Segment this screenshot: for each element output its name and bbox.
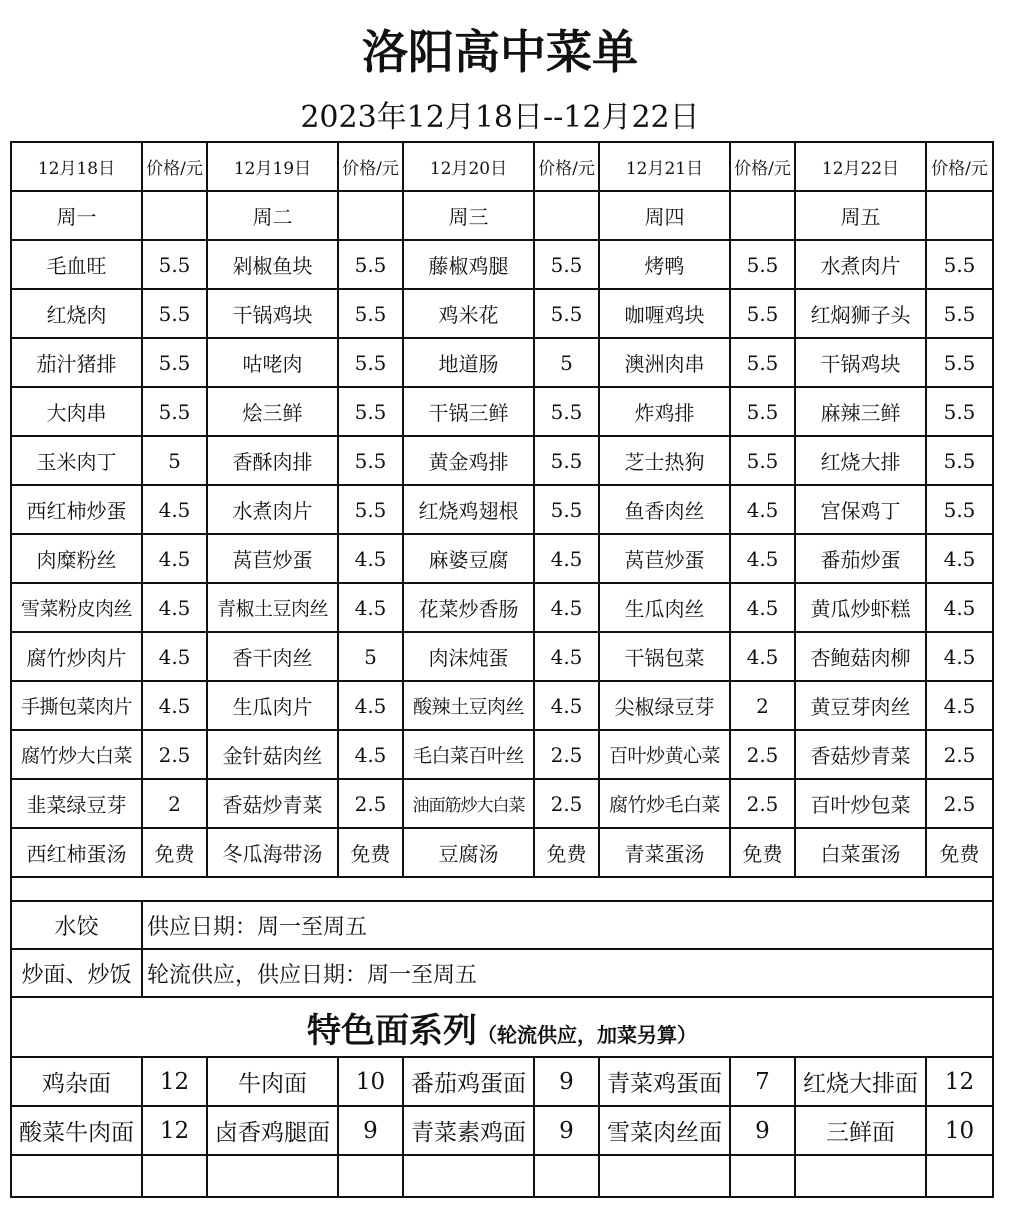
empty-cell bbox=[11, 1155, 142, 1197]
dish-price: 5 bbox=[142, 436, 207, 485]
dish-name: 生瓜肉丝 bbox=[599, 583, 730, 632]
dish-price: 4.5 bbox=[926, 632, 993, 681]
empty-cell bbox=[142, 191, 207, 240]
dish-row bbox=[11, 436, 993, 485]
dish-price: 5.5 bbox=[338, 338, 403, 387]
dish-name: 白菜蛋汤 bbox=[795, 828, 926, 877]
dish-name: 百叶炒黄心菜 bbox=[599, 730, 730, 779]
dish-price: 5.5 bbox=[338, 289, 403, 338]
dish-name: 百叶炒包菜 bbox=[795, 779, 926, 828]
dish-price: 2 bbox=[142, 779, 207, 828]
dish-price: 4.5 bbox=[926, 681, 993, 730]
dish-price: 2.5 bbox=[534, 730, 599, 779]
noodle-price: 12 bbox=[926, 1057, 993, 1106]
dish-row bbox=[11, 583, 993, 632]
dish-name: 黄豆芽肉丝 bbox=[795, 681, 926, 730]
dish-name: 炸鸡排 bbox=[599, 387, 730, 436]
dish-name: 尖椒绿豆芽 bbox=[599, 681, 730, 730]
dish-price: 4.5 bbox=[730, 583, 795, 632]
noodle-price: 12 bbox=[142, 1106, 207, 1155]
dish-price: 5.5 bbox=[534, 289, 599, 338]
empty-cell bbox=[142, 1155, 207, 1197]
dish-price: 5.5 bbox=[534, 485, 599, 534]
noodle-name: 番茄鸡蛋面 bbox=[403, 1057, 534, 1106]
noodle-price: 9 bbox=[338, 1106, 403, 1155]
noodle-price: 10 bbox=[926, 1106, 993, 1155]
dish-name: 青椒土豆肉丝 bbox=[207, 583, 338, 632]
dish-price: 4.5 bbox=[730, 534, 795, 583]
menu-body bbox=[11, 142, 993, 1197]
noodle-price: 9 bbox=[730, 1106, 795, 1155]
dish-name: 芝士热狗 bbox=[599, 436, 730, 485]
dish-price: 5.5 bbox=[338, 436, 403, 485]
empty-cell bbox=[403, 1155, 534, 1197]
dish-price: 2 bbox=[730, 681, 795, 730]
weekday-cell: 周一 bbox=[11, 191, 142, 240]
dish-name: 咕咾肉 bbox=[207, 338, 338, 387]
dish-price: 免费 bbox=[730, 828, 795, 877]
dish-name: 咖喱鸡块 bbox=[599, 289, 730, 338]
dish-name: 青菜蛋汤 bbox=[599, 828, 730, 877]
dish-name: 西红柿炒蛋 bbox=[11, 485, 142, 534]
dish-price: 免费 bbox=[142, 828, 207, 877]
dish-price: 5.5 bbox=[926, 485, 993, 534]
dish-name: 手撕包菜肉片 bbox=[11, 681, 142, 730]
dish-name: 干锅三鲜 bbox=[403, 387, 534, 436]
date-cell: 12月20日 bbox=[403, 142, 534, 191]
dish-name: 毛血旺 bbox=[11, 240, 142, 289]
noodle-price: 9 bbox=[534, 1057, 599, 1106]
noodle-name: 青菜素鸡面 bbox=[403, 1106, 534, 1155]
noodle-name: 雪菜肉丝面 bbox=[599, 1106, 730, 1155]
dish-price: 4.5 bbox=[142, 583, 207, 632]
dish-price: 5.5 bbox=[338, 240, 403, 289]
empty-cell bbox=[534, 191, 599, 240]
empty-cell bbox=[338, 191, 403, 240]
dish-row bbox=[11, 779, 993, 828]
date-range: 2023年12月18日--12月22日 bbox=[300, 100, 700, 135]
dish-name: 韭菜绿豆芽 bbox=[11, 779, 142, 828]
dish-price: 5.5 bbox=[534, 436, 599, 485]
noodle-price: 7 bbox=[730, 1057, 795, 1106]
date-header-row bbox=[11, 142, 993, 191]
note-row bbox=[11, 901, 993, 949]
dish-name: 黄瓜炒虾糕 bbox=[795, 583, 926, 632]
empty-cell bbox=[730, 1155, 795, 1197]
dish-price: 5.5 bbox=[534, 240, 599, 289]
dish-name: 雪菜粉皮肉丝 bbox=[11, 583, 142, 632]
menu-table bbox=[10, 141, 994, 1198]
dish-name: 玉米肉丁 bbox=[11, 436, 142, 485]
dish-name: 油面筋炒大白菜 bbox=[403, 779, 534, 828]
dish-price: 4.5 bbox=[338, 730, 403, 779]
dish-row bbox=[11, 632, 993, 681]
dish-price: 4.5 bbox=[534, 632, 599, 681]
weekday-cell: 周二 bbox=[207, 191, 338, 240]
dish-name: 麻辣三鲜 bbox=[795, 387, 926, 436]
weekday-row bbox=[11, 191, 993, 240]
dish-name: 杏鲍菇肉柳 bbox=[795, 632, 926, 681]
dish-price: 免费 bbox=[926, 828, 993, 877]
dish-row bbox=[11, 338, 993, 387]
dish-price: 5.5 bbox=[338, 485, 403, 534]
date-cell: 12月19日 bbox=[207, 142, 338, 191]
dish-price: 4.5 bbox=[142, 632, 207, 681]
dish-price: 2.5 bbox=[534, 779, 599, 828]
dish-price: 5.5 bbox=[534, 387, 599, 436]
dish-name: 生瓜肉片 bbox=[207, 681, 338, 730]
dish-price: 4.5 bbox=[730, 632, 795, 681]
dish-price: 5.5 bbox=[142, 289, 207, 338]
price-header: 价格/元 bbox=[730, 142, 795, 191]
weekday-cell: 周五 bbox=[795, 191, 926, 240]
dish-name: 金针菇肉丝 bbox=[207, 730, 338, 779]
dish-name: 腐竹炒毛白菜 bbox=[599, 779, 730, 828]
dish-price: 4.5 bbox=[338, 681, 403, 730]
price-header: 价格/元 bbox=[338, 142, 403, 191]
spacer-row bbox=[11, 877, 993, 901]
dish-name: 烩三鲜 bbox=[207, 387, 338, 436]
dish-name: 莴苣炒蛋 bbox=[599, 534, 730, 583]
empty-cell bbox=[207, 1155, 338, 1197]
dish-name: 花菜炒香肠 bbox=[403, 583, 534, 632]
dish-price: 5.5 bbox=[730, 289, 795, 338]
empty-cell bbox=[534, 1155, 599, 1197]
dish-name: 烤鸭 bbox=[599, 240, 730, 289]
dish-name: 红烧肉 bbox=[11, 289, 142, 338]
noodle-name: 牛肉面 bbox=[207, 1057, 338, 1106]
dish-row bbox=[11, 730, 993, 779]
dish-name: 干锅鸡块 bbox=[207, 289, 338, 338]
special-header-row bbox=[11, 997, 993, 1057]
dish-name: 茄汁猪排 bbox=[11, 338, 142, 387]
dish-price: 5.5 bbox=[338, 387, 403, 436]
dish-price: 免费 bbox=[534, 828, 599, 877]
date-cell: 12月21日 bbox=[599, 142, 730, 191]
dish-row bbox=[11, 828, 993, 877]
dish-name: 剁椒鱼块 bbox=[207, 240, 338, 289]
dish-name: 鸡米花 bbox=[403, 289, 534, 338]
noodle-name: 红烧大排面 bbox=[795, 1057, 926, 1106]
dish-name: 香酥肉排 bbox=[207, 436, 338, 485]
dish-row bbox=[11, 289, 993, 338]
dish-price: 2.5 bbox=[926, 779, 993, 828]
empty-cell bbox=[11, 877, 993, 901]
dish-price: 5.5 bbox=[730, 436, 795, 485]
noodle-price: 9 bbox=[534, 1106, 599, 1155]
page-title: 洛阳高中菜单 bbox=[362, 25, 638, 79]
dish-name: 麻婆豆腐 bbox=[403, 534, 534, 583]
dish-name: 红烧大排 bbox=[795, 436, 926, 485]
dish-name: 番茄炒蛋 bbox=[795, 534, 926, 583]
dish-price: 4.5 bbox=[338, 534, 403, 583]
dish-name: 黄金鸡排 bbox=[403, 436, 534, 485]
noodle-name: 青菜鸡蛋面 bbox=[599, 1057, 730, 1106]
dish-row bbox=[11, 387, 993, 436]
noodle-name: 三鲜面 bbox=[795, 1106, 926, 1155]
dish-price: 5.5 bbox=[142, 338, 207, 387]
note-text: 轮流供应，供应日期：周一至周五 bbox=[142, 949, 993, 997]
dish-name: 肉沫炖蛋 bbox=[403, 632, 534, 681]
dish-price: 4.5 bbox=[338, 583, 403, 632]
dish-name: 水煮肉片 bbox=[795, 240, 926, 289]
noodle-name: 卤香鸡腿面 bbox=[207, 1106, 338, 1155]
empty-cell bbox=[795, 1155, 926, 1197]
dish-name: 腐竹炒大白菜 bbox=[11, 730, 142, 779]
dish-price: 5.5 bbox=[926, 436, 993, 485]
dish-price: 4.5 bbox=[534, 681, 599, 730]
dish-name: 豆腐汤 bbox=[403, 828, 534, 877]
noodle-name: 酸菜牛肉面 bbox=[11, 1106, 142, 1155]
dish-price: 4.5 bbox=[534, 534, 599, 583]
dish-name: 毛白菜百叶丝 bbox=[403, 730, 534, 779]
dish-price: 4.5 bbox=[142, 485, 207, 534]
dish-price: 4.5 bbox=[926, 534, 993, 583]
noodle-name: 鸡杂面 bbox=[11, 1057, 142, 1106]
dish-price: 5.5 bbox=[730, 387, 795, 436]
dish-price: 5.5 bbox=[142, 387, 207, 436]
dish-name: 肉糜粉丝 bbox=[11, 534, 142, 583]
empty-cell bbox=[730, 191, 795, 240]
weekday-cell: 周四 bbox=[599, 191, 730, 240]
dish-price: 4.5 bbox=[926, 583, 993, 632]
dish-name: 水煮肉片 bbox=[207, 485, 338, 534]
noodle-row bbox=[11, 1057, 993, 1106]
dish-row bbox=[11, 485, 993, 534]
dish-price: 2.5 bbox=[730, 730, 795, 779]
dish-name: 鱼香肉丝 bbox=[599, 485, 730, 534]
noodle-row bbox=[11, 1106, 993, 1155]
dish-name: 藤椒鸡腿 bbox=[403, 240, 534, 289]
dish-row bbox=[11, 681, 993, 730]
price-header: 价格/元 bbox=[926, 142, 993, 191]
dish-price: 4.5 bbox=[730, 485, 795, 534]
dish-price: 5 bbox=[534, 338, 599, 387]
dish-name: 酸辣土豆肉丝 bbox=[403, 681, 534, 730]
dish-name: 干锅鸡块 bbox=[795, 338, 926, 387]
dish-price: 2.5 bbox=[142, 730, 207, 779]
dish-name: 香干肉丝 bbox=[207, 632, 338, 681]
dish-name: 香菇炒青菜 bbox=[207, 779, 338, 828]
dish-price: 免费 bbox=[338, 828, 403, 877]
dish-price: 2.5 bbox=[338, 779, 403, 828]
dish-price: 5.5 bbox=[730, 338, 795, 387]
special-header bbox=[11, 997, 993, 1057]
dish-name: 腐竹炒肉片 bbox=[11, 632, 142, 681]
special-title: 特色面系列 bbox=[307, 1010, 477, 1051]
dish-name: 莴苣炒蛋 bbox=[207, 534, 338, 583]
price-header: 价格/元 bbox=[534, 142, 599, 191]
dish-name: 西红柿蛋汤 bbox=[11, 828, 142, 877]
empty-cell bbox=[599, 1155, 730, 1197]
dish-name: 澳洲肉串 bbox=[599, 338, 730, 387]
dish-price: 4.5 bbox=[142, 534, 207, 583]
dish-price: 4.5 bbox=[534, 583, 599, 632]
dish-price: 2.5 bbox=[926, 730, 993, 779]
dish-name: 冬瓜海带汤 bbox=[207, 828, 338, 877]
note-label: 水饺 bbox=[11, 901, 142, 949]
date-cell: 12月22日 bbox=[795, 142, 926, 191]
noodle-price: 10 bbox=[338, 1057, 403, 1106]
empty-cell bbox=[926, 191, 993, 240]
dish-name: 香菇炒青菜 bbox=[795, 730, 926, 779]
dish-price: 5.5 bbox=[926, 240, 993, 289]
note-label: 炒面、炒饭 bbox=[11, 949, 142, 997]
special-subtitle: （轮流供应，加菜另算） bbox=[477, 1022, 697, 1047]
dish-price: 5.5 bbox=[730, 240, 795, 289]
dish-name: 红焖狮子头 bbox=[795, 289, 926, 338]
dish-price: 5.5 bbox=[142, 240, 207, 289]
dish-name: 大肉串 bbox=[11, 387, 142, 436]
dish-price: 5.5 bbox=[926, 289, 993, 338]
dish-price: 5.5 bbox=[926, 387, 993, 436]
dish-price: 5.5 bbox=[926, 338, 993, 387]
dish-name: 宫保鸡丁 bbox=[795, 485, 926, 534]
price-header: 价格/元 bbox=[142, 142, 207, 191]
note-row bbox=[11, 949, 993, 997]
empty-cell bbox=[926, 1155, 993, 1197]
dish-name: 干锅包菜 bbox=[599, 632, 730, 681]
note-text: 供应日期：周一至周五 bbox=[142, 901, 993, 949]
weekday-cell: 周三 bbox=[403, 191, 534, 240]
empty-row bbox=[11, 1155, 993, 1197]
date-cell: 12月18日 bbox=[11, 142, 142, 191]
dish-price: 5 bbox=[338, 632, 403, 681]
empty-cell bbox=[338, 1155, 403, 1197]
dish-price: 4.5 bbox=[142, 681, 207, 730]
dish-row bbox=[11, 534, 993, 583]
dish-name: 红烧鸡翅根 bbox=[403, 485, 534, 534]
dish-name: 地道肠 bbox=[403, 338, 534, 387]
noodle-price: 12 bbox=[142, 1057, 207, 1106]
dish-row bbox=[11, 240, 993, 289]
dish-price: 2.5 bbox=[730, 779, 795, 828]
